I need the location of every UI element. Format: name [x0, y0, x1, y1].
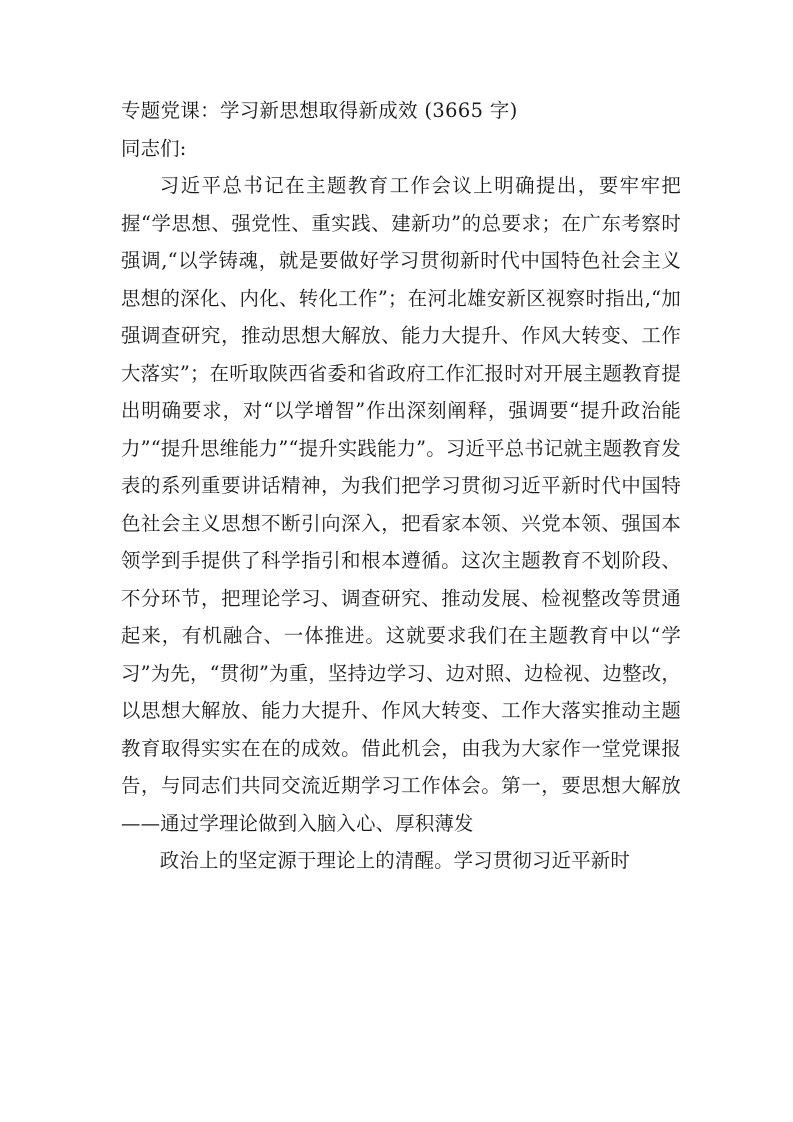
- salutation: 同志们:: [121, 136, 187, 160]
- paragraph-2: 政治上的坚定源于理论上的清醒。学习贯彻习近平新时: [159, 849, 630, 872]
- document-title: 专题党课：学习新思想取得新成效 (3665 字): [121, 99, 518, 122]
- document-body: [121, 92, 681, 880]
- paragraph-1: 习近平总书记在主题教育工作会议上明确提出，要牢牢把握“学思想、强党性、重实践、建新功”的总要求；在广东考察时强调,“以学铸魂，就是要做好学习贯彻新时代中国特色社会主义思想的深化、内化、转化工作”；在河北雄安新区视察时指出,“加强调查研究，推动思想大解放、能力大提升、作风大转变、工作大落实”；在听取陕西省委和省政府工作汇报时对开展主题教育提出明确要求，对“以学增智”作出深刻阐释，强调要“提升政治能力”“提升思维能力”“提升实践能力”。习近平总书记就主题教育发表的系列重要讲话精神，为我们把学习贯彻习近平新时代中国特色社会主义思想不断引向深入，把看家本领、兴党本领、强国本领学到手提供了科学指引和根本遵循。这次主题教育不划阶段、不分环节，把理论学习、调查研究、推动发展、检视整改等贯通起来，有机融合、一体推进。这就要求我们在主题教育中以“学习”为先，“贯彻”为重，坚持边学习、边对照、边检视、边整改，以思想大解放、能力大提升、作风大转变、工作大落实推动主题教育取得实实在在的成效。借此机会，由我为大家作一堂党课报告，与同志们共同交流近期学习工作体会。第一，要思想大解放——通过学理论做到入脑入心、厚积薄发: [121, 174, 681, 835]
